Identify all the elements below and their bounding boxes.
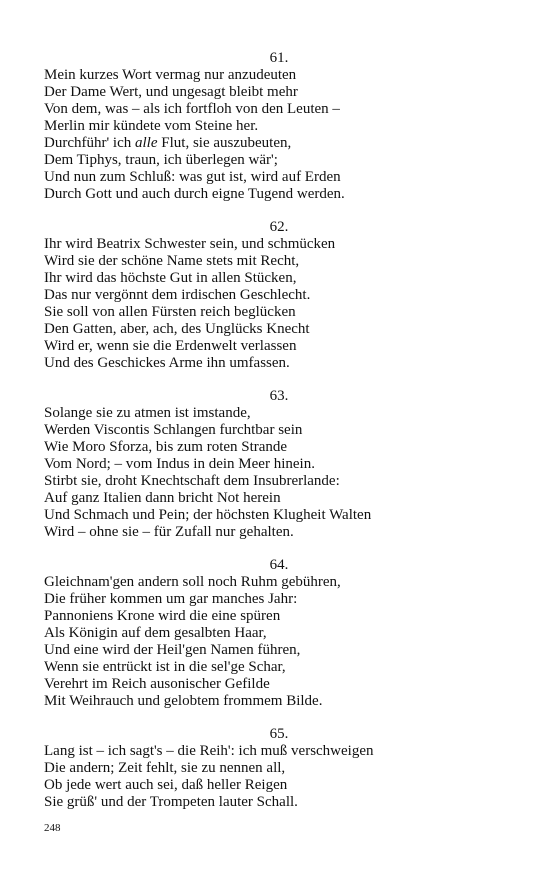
verse-line: Und des Geschickes Arme ihn umfassen. xyxy=(44,355,290,371)
verse-line: Mein kurzes Wort vermag nur anzudeuten xyxy=(44,67,297,83)
verse-line: Mit Weihrauch und gelobtem frommem Bilde. xyxy=(44,693,323,709)
verse-line: Den Gatten, aber, ach, des Unglücks Knecht xyxy=(44,321,310,337)
verse-line: Vom Nord; – vom Indus in dein Meer hinein. xyxy=(44,456,315,472)
stanza xyxy=(44,726,514,811)
verse-line: Merlin mir kündete vom Steine her. xyxy=(44,118,259,134)
verse-line: Wenn sie entrückt ist in die sel'ge Schar, xyxy=(44,659,286,675)
verse-line: Ob jede wert auch sei, daß heller Reigen xyxy=(44,777,288,793)
verse-line: Der Dame Wert, und ungesagt bleibt mehr xyxy=(44,84,298,100)
verse-line: Wird – ohne sie – für Zufall nur gehalten. xyxy=(44,524,294,540)
verse-line: Pannoniens Krone wird die eine spüren xyxy=(44,608,281,624)
verse-line: Gleichnam'gen andern soll noch Ruhm gebühren, xyxy=(44,574,341,590)
stanza-number: 61. xyxy=(269,50,289,66)
page-number: 248 xyxy=(44,822,61,834)
verse-line: Dem Tiphys, traun, ich überlegen wär'; xyxy=(44,152,278,168)
stanza xyxy=(44,388,514,541)
stanza-number: 64. xyxy=(269,557,289,573)
verse-line xyxy=(44,135,514,152)
verse-line: Von dem, was – als ich fortfloh von den Leuten – xyxy=(44,101,340,117)
verse-line: Lang ist – ich sagt's – die Reih': ich muß verschweigen xyxy=(44,743,374,759)
verse-line: Durch Gott und auch durch eigne Tugend werden. xyxy=(44,186,345,202)
poem-page xyxy=(44,50,514,827)
verse-line: Solange sie zu atmen ist imstande, xyxy=(44,405,251,421)
stanza xyxy=(44,219,514,372)
verse-text: Durchführ' ich xyxy=(44,135,136,151)
stanza xyxy=(44,557,514,710)
verse-line: Stirbt sie, droht Knechtschaft dem Insubrerlande: xyxy=(44,473,340,489)
verse-line: Wie Moro Sforza, bis zum roten Strande xyxy=(44,439,288,455)
stanza-number: 62. xyxy=(269,219,289,235)
verse-line: Ihr wird das höchste Gut in allen Stücken, xyxy=(44,270,297,286)
stanza-number: 63. xyxy=(269,388,289,404)
verse-line: Und Schmach und Pein; der höchsten Klugheit Walten xyxy=(44,507,372,523)
verse-line: Als Königin auf dem gesalbten Haar, xyxy=(44,625,267,641)
emphasized-word: alle xyxy=(135,135,158,151)
verse-line: Ihr wird Beatrix Schwester sein, und schmücken xyxy=(44,236,336,252)
verse-line: Das nur vergönnt dem irdischen Geschlecht. xyxy=(44,287,311,303)
stanza-number: 65. xyxy=(269,726,289,742)
verse-line: Und nun zum Schluß: was gut ist, wird auf Erden xyxy=(44,169,341,185)
verse-line: Sie soll von allen Fürsten reich beglücken xyxy=(44,304,296,320)
verse-text: Flut, sie auszubeuten, xyxy=(157,135,292,151)
verse-line: Sie grüß' und der Trompeten lauter Schall. xyxy=(44,794,298,810)
verse-line: Auf ganz Italien dann bricht Not herein xyxy=(44,490,281,506)
verse-line: Wird er, wenn sie die Erdenwelt verlassen xyxy=(44,338,297,354)
verse-line: Die andern; Zeit fehlt, sie zu nennen all, xyxy=(44,760,286,776)
stanza xyxy=(44,50,514,203)
verse-line: Werden Viscontis Schlangen furchtbar sein xyxy=(44,422,303,438)
verse-line: Die früher kommen um gar manches Jahr: xyxy=(44,591,298,607)
verse-line: Und eine wird der Heil'gen Namen führen, xyxy=(44,642,301,658)
verse-line: Wird sie der schöne Name stets mit Recht, xyxy=(44,253,300,269)
verse-line: Verehrt im Reich ausonischer Gefilde xyxy=(44,676,270,692)
